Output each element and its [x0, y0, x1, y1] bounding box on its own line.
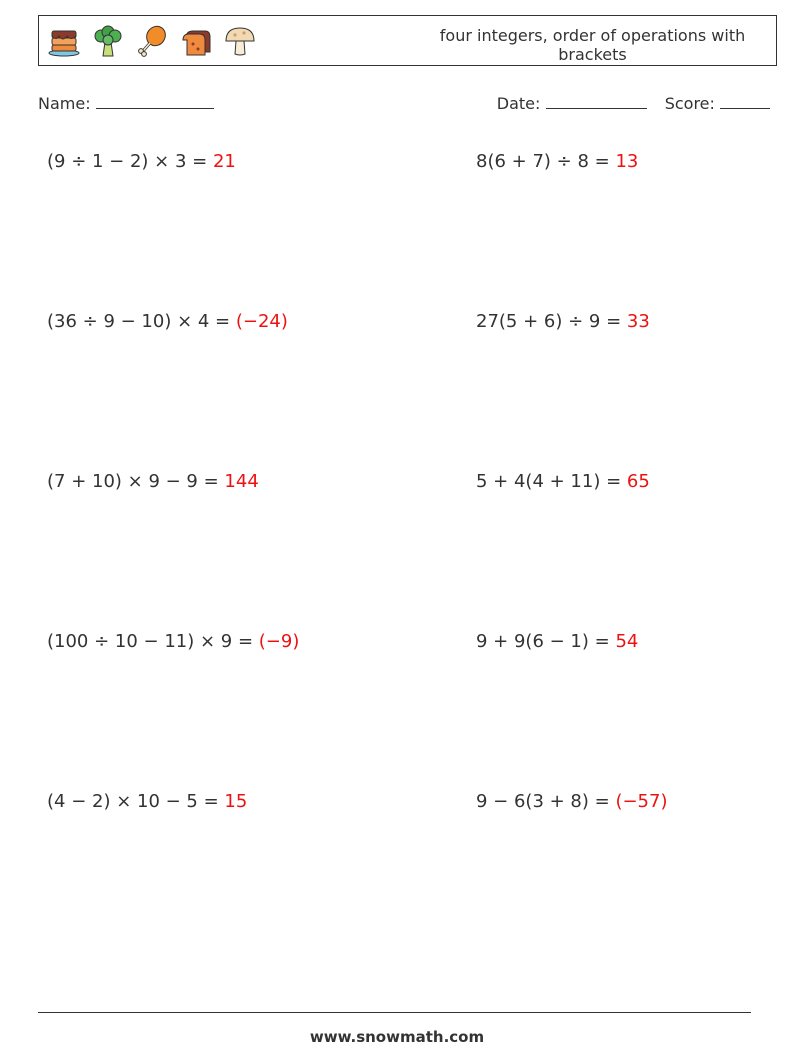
- problem-item: [476, 150, 638, 174]
- name-field: [38, 92, 214, 115]
- problem-answer: 54: [615, 631, 639, 652]
- problem-expression: (36 ÷ 9 − 10) × 4 =: [47, 311, 236, 332]
- name-label: Name:: [38, 94, 91, 113]
- problem-expression: 8(6 + 7) ÷ 8 =: [476, 151, 616, 172]
- name-blank[interactable]: [96, 92, 214, 109]
- pancake-stack-icon: [45, 22, 83, 60]
- worksheet-title: four integers, order of operations with brackets: [439, 26, 746, 64]
- problem-item: [47, 470, 259, 494]
- problem-expression: (100 ÷ 10 − 11) × 9 =: [47, 631, 259, 652]
- score-label: Score:: [664, 94, 715, 113]
- problem-item: [47, 790, 247, 814]
- problem-expression: (7 + 10) × 9 − 9 =: [47, 471, 225, 492]
- date-score-fields: [497, 92, 770, 115]
- icon-row: [45, 22, 265, 60]
- problem-expression: 27(5 + 6) ÷ 9 =: [476, 311, 627, 332]
- toast-icon: [177, 22, 215, 60]
- problem-expression: (4 − 2) × 10 − 5 =: [47, 791, 225, 812]
- problem-item: [476, 790, 667, 814]
- problem-item: [476, 470, 650, 494]
- problem-expression: 5 + 4(4 + 11) =: [476, 471, 627, 492]
- problem-expression: (9 ÷ 1 − 2) × 3 =: [47, 151, 213, 172]
- problem-answer: (−9): [258, 631, 300, 652]
- broccoli-icon: [89, 22, 127, 60]
- problem-item: [476, 310, 650, 334]
- problem-answer: 21: [212, 151, 236, 172]
- footer-divider: [38, 1012, 751, 1013]
- mushroom-icon: [221, 22, 259, 60]
- chicken-leg-icon: [133, 22, 171, 60]
- problem-expression: 9 − 6(3 + 8) =: [476, 791, 616, 812]
- problem-answer: (−57): [615, 791, 668, 812]
- problem-item: [47, 630, 299, 654]
- date-label: Date:: [496, 94, 541, 113]
- problem-answer: 65: [626, 471, 650, 492]
- problem-expression: 9 + 9(6 − 1) =: [476, 631, 616, 652]
- date-blank[interactable]: [546, 92, 647, 109]
- problem-answer: 15: [224, 791, 248, 812]
- footer-site-link[interactable]: www.snowmath.com: [309, 1028, 485, 1046]
- problem-item: [476, 630, 638, 654]
- score-blank[interactable]: [720, 92, 770, 109]
- worksheet-header: [38, 15, 777, 66]
- problem-answer: 33: [626, 311, 650, 332]
- problem-item: [47, 150, 236, 174]
- problem-answer: 144: [224, 471, 259, 492]
- problem-answer: (−24): [235, 311, 288, 332]
- problem-item: [47, 310, 288, 334]
- problem-answer: 13: [615, 151, 639, 172]
